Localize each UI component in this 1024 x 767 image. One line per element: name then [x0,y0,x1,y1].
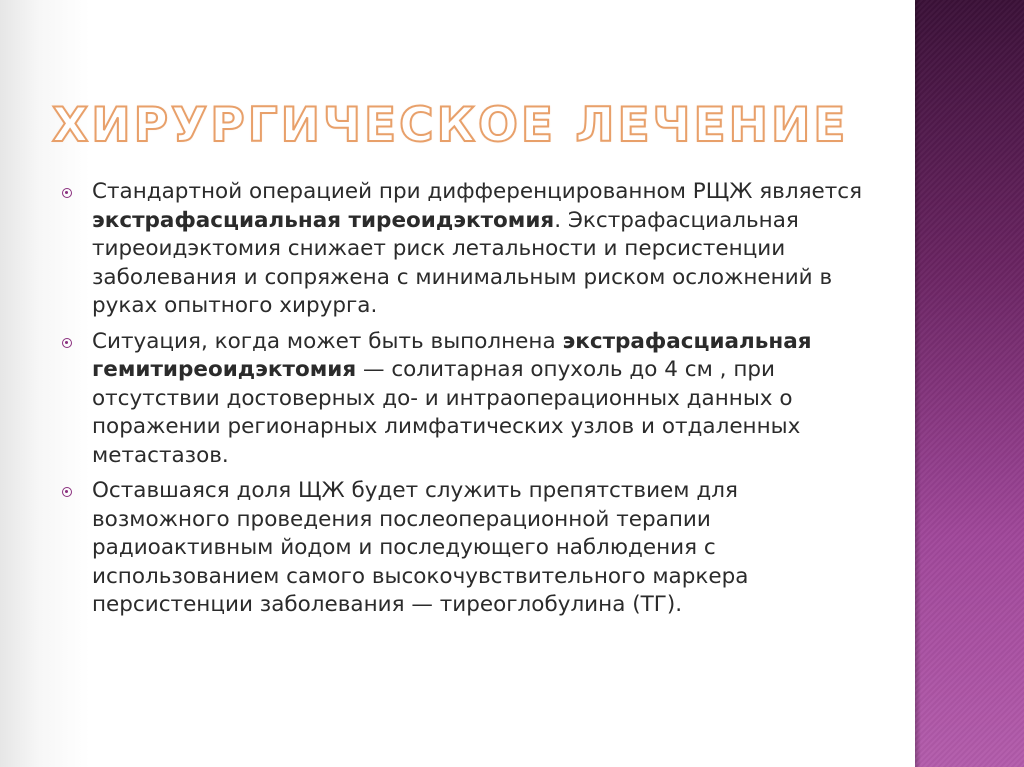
bullet-bold-term: экстрафасциальная гемитиреоидэктомия [92,328,812,382]
circle-dot-bullet-icon [62,487,72,497]
bullet-list [62,178,862,627]
circle-dot-bullet-icon [62,338,72,348]
circle-dot-bullet-icon [62,188,72,198]
bullet-text [92,329,812,468]
bullet-text-part: Стандартной операцией при дифференцированном РЩЖ является [92,179,863,204]
bullet-bold-term: экстрафасциальная тиреоидэктомия [92,207,555,233]
slide-title: ХИРУРГИЧЕСКОЕ ЛЕЧЕНИЕ [52,98,849,153]
bullet-text [92,179,862,318]
bullet-text [92,478,748,617]
bullet-item-3 [62,477,862,620]
bullet-item-1 [62,178,862,321]
bullet-item-2 [62,328,862,471]
bullet-text-part: Оставшаяся доля ЩЖ будет служить препятствием для возможного проведения послеоперационной терапии радиоактивным йодом и последующего наблюдения с использованием самого высокочувствительного маркера персистенции заболевания — тиреоглобулина (ТГ). [92,478,749,617]
bullet-text-part: Ситуация, когда может быть выполнена [92,328,563,354]
bullet-text-part: . Экстрафасциальная тиреоидэктомия снижает риск летальности и персистенции заболевания и сопряжена с минимальным риском осложнений в руках опытного хирурга. [92,207,833,318]
bullet-text-part: — солитарная опухоль до 4 см , при отсутствии достоверных до- и интраоперационных данных о поражении регионарных лимфатических узлов и отдаленных метастазов. [92,357,801,468]
decorative-side-band [915,0,1024,767]
